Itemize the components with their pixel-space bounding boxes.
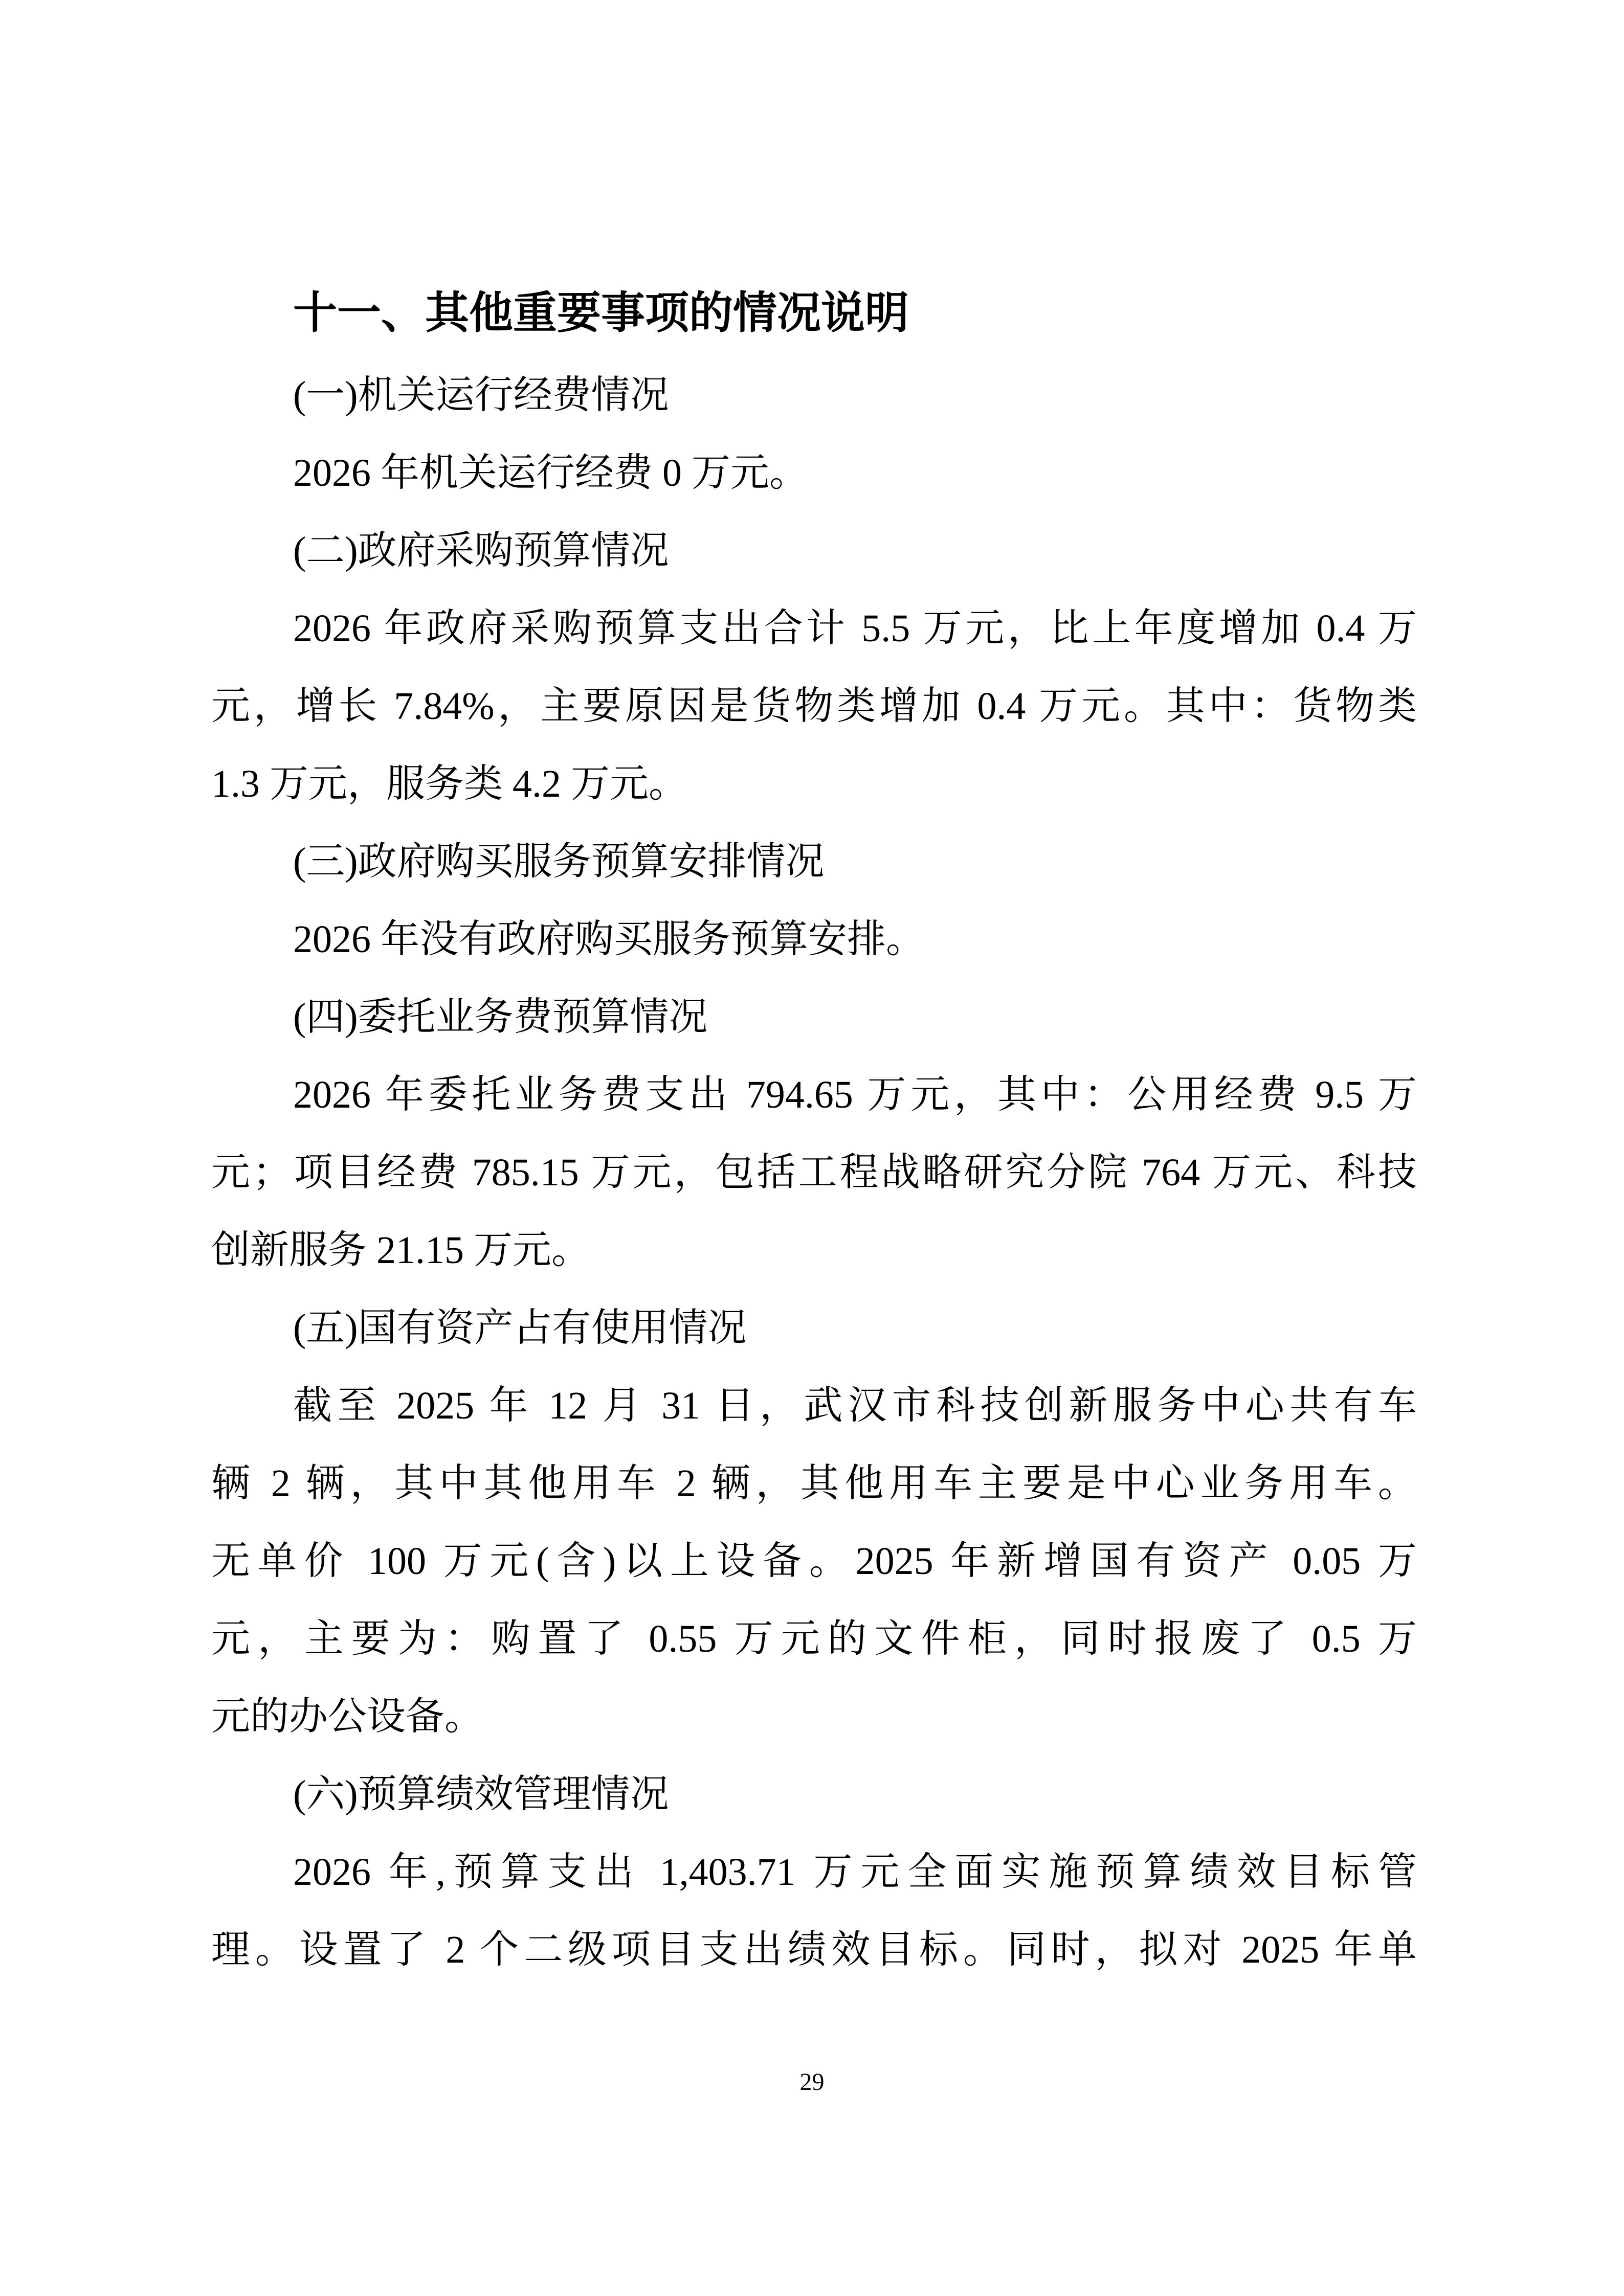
para-line: 元，增长 7.84%，主要原因是货物类增加 0.4 万元。其中：货物类 xyxy=(211,685,1417,728)
page-content xyxy=(211,269,1417,1989)
page-number: 29 xyxy=(799,2068,825,2096)
para-line: 元；项目经费 785.15 万元，包括工程战略研究分院 764 万元、科技 xyxy=(211,1151,1417,1194)
subsection-heading-3: (三)政府购买服务预算安排情况 xyxy=(293,840,825,883)
subsection-heading-6: (六)预算绩效管理情况 xyxy=(293,1773,669,1816)
para-line: 创新服务 21.15 万元。 xyxy=(211,1229,590,1272)
page-title: 十一、其他重要事项的情况说明 xyxy=(293,288,909,337)
para-line: 无单价 100 万元(含)以上设备。2025 年新增国有资产 0.05 万 xyxy=(211,1540,1417,1583)
para-line: 2026 年委托业务费支出 794.65 万元，其中：公用经费 9.5 万 xyxy=(293,1073,1417,1116)
para-line: 2026 年政府采购预算支出合计 5.5 万元，比上年度增加 0.4 万 xyxy=(293,607,1417,650)
para-line: 元，主要为：购置了 0.55 万元的文件柜，同时报废了 0.5 万 xyxy=(211,1617,1417,1660)
para-line: 2026 年机关运行经费 0 万元。 xyxy=(293,452,808,494)
subsection-heading-2: (二)政府采购预算情况 xyxy=(293,529,669,572)
para-line: 截至 2025 年 12 月 31 日，武汉市科技创新服务中心共有车 xyxy=(293,1384,1417,1427)
para-line: 理。设置了 2 个二级项目支出绩效目标。同时，拟对 2025 年单 xyxy=(211,1928,1417,1971)
subsection-heading-4: (四)委托业务费预算情况 xyxy=(293,996,708,1039)
para-line: 辆 2 辆，其中其他用车 2 辆，其他用车主要是中心业务用车。 xyxy=(211,1462,1417,1505)
para-line: 2026 年没有政府购买服务预算安排。 xyxy=(293,918,925,961)
para-line: 1.3 万元，服务类 4.2 万元。 xyxy=(211,762,687,805)
subsection-heading-1: (一)机关运行经费情况 xyxy=(293,374,669,417)
subsection-heading-5: (五)国有资产占有使用情况 xyxy=(293,1307,747,1349)
para-line: 2026 年,预算支出 1,403.71 万元全面实施预算绩效目标管 xyxy=(293,1851,1417,1894)
para-line: 元的办公设备。 xyxy=(211,1695,483,1738)
